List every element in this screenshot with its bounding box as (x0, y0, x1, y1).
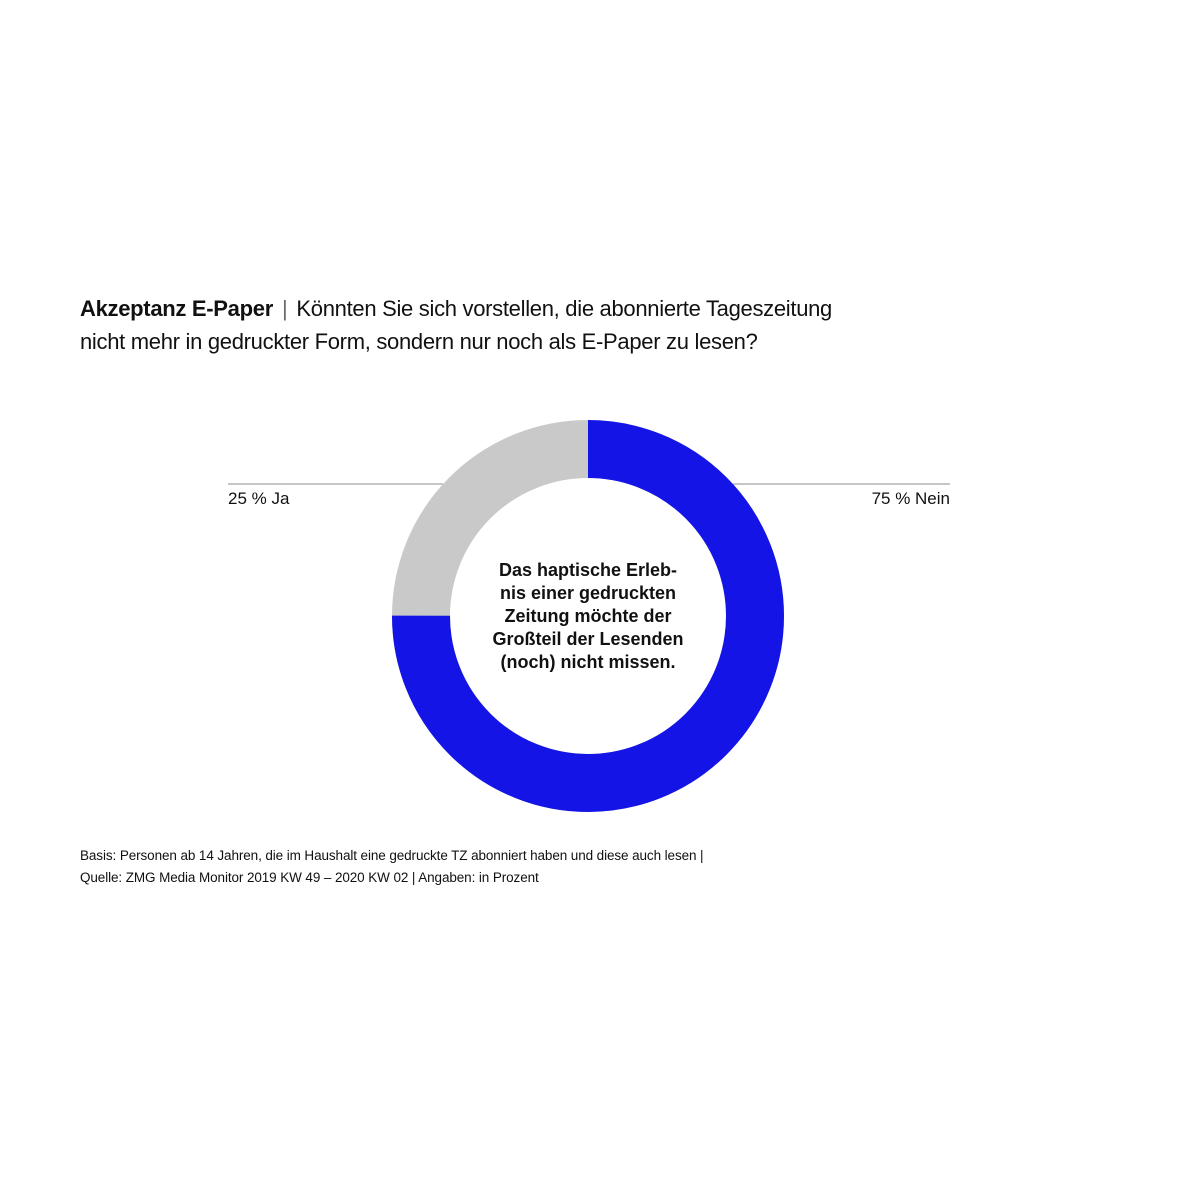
label-nein: 75 % Nein (871, 489, 950, 508)
title-separator: | (281, 296, 288, 321)
center-note-line: Zeitung möchte der (504, 606, 672, 626)
basis-line: Basis: Personen ab 14 Jahren, die im Haushalt eine gedruckte TZ abonniert haben und diese auch lesen | (80, 848, 704, 863)
donut-center-note (438, 559, 738, 674)
title-question-line2: nicht mehr in gedruckter Form, sondern nur noch als E-Paper zu lesen? (80, 329, 758, 354)
title-question-line1: Könnten Sie sich vorstellen, die abonnierte Tageszeitung (296, 296, 832, 321)
source-note (80, 845, 703, 889)
center-note-line: Das haptische Erleb- (498, 560, 678, 580)
title-topic: Akzeptanz E-Paper (80, 296, 273, 321)
quelle-line: Quelle: ZMG Media Monitor 2019 KW 49 – 2020 KW 02 | Angaben: in Prozent (80, 870, 539, 885)
page-title (80, 292, 980, 358)
center-note-line: nis einer gedruckten (499, 583, 677, 603)
label-ja: 25 % Ja (228, 489, 290, 508)
center-note-line: Großteil der Lesenden (492, 629, 684, 649)
center-note-line: (noch) nicht missen. (500, 652, 676, 672)
